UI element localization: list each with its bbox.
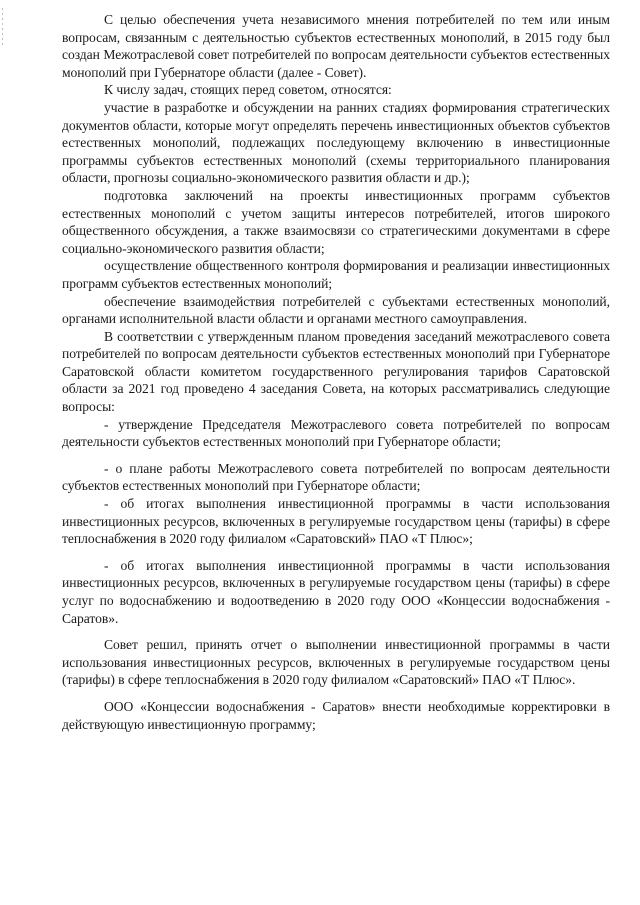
agenda-item-heat-supply: - об итогах выполнения инвестиционной программы в части использования инвестиционных ресурсов, включенных в регулируемые государством цены (тарифы) в сфере теплоснабжения в 2020 году филиалом «Саратовский» ПАО «Т Плюс»;: [62, 496, 610, 547]
decision-water-paragraph: ООО «Концессии водоснабжения - Саратов» внести необходимые корректировки в действующую инвестиционную программу;: [62, 698, 610, 732]
tasks-heading-paragraph: К числу задач, стоящих перед советом, относятся:: [104, 82, 392, 98]
task-paragraph-strategic-documents: участие в разработке и обсуждении на ранних стадиях формирования стратегических документов области, которые могут определять перечень инвестиционных объектов субъектов естественных монополий, подлежащих последующему включению в инвестиционные программы субъектов естественных монополий (схемы территориального планирования области, прогнозы социально-экономического развития области и др.);: [62, 99, 610, 186]
agenda-item-chairman: - утверждение Председателя Межотраслевого совета потребителей по вопросам деятельности субъектов естественных монополий при Губернаторе области;: [62, 416, 610, 450]
task-paragraph-public-control: осуществление общественного контроля формирования и реализации инвестиционных программ субъектов естественных монополий;: [62, 258, 610, 291]
decision-paragraph: Совет решил, принять отчет о выполнении инвестиционной программы в части использования инвестиционных ресурсов, включенных в регулируемые государством цены (тарифы) в сфере теплоснабжения в 2020 году филиалом «Саратовский» ПАО «Т Плюс».: [62, 637, 610, 688]
agenda-item-water-supply: - об итогах выполнения инвестиционной программы в части использования инвестиционных ресурсов, включенных в регулируемые государством цены (тарифы) в сфере услуг по водоснабжению и водоотведению в 2020 году ООО «Концессии водоснабжения - Саратов».: [62, 557, 610, 626]
agenda-item-work-plan: - о плане работы Межотраслевого совета потребителей по вопросам деятельности субъектов естественных монополий при Губернаторе области;: [62, 460, 610, 494]
task-paragraph-interaction: обеспечение взаимодействия потребителей с субъектами естественных монополий, органами исполнительной власти области и органами местного самоуправления.: [62, 293, 610, 327]
intro-paragraph: С целью обеспечения учета независимого мнения потребителей по тем или иным вопросам, связанным с деятельностью субъектов естественных монополий, в 2015 году был создан Межотраслевой совет потребителей по вопросам деятельности субъектов естественных монополий при Губернаторе области (далее - Совет).: [62, 12, 610, 80]
scan-edge-mark: [2, 8, 3, 46]
meetings-paragraph: В соответствии с утвержденным планом проведения заседаний межотраслевого совета потребителей по вопросам деятельности субъектов естественных монополий при Губернаторе Саратовской области комитетом государственного регулирования тарифов Саратовской области за 2021 год проведено 4 заседания Совета, на которых рассматривались следующие вопросы:: [62, 328, 610, 415]
task-paragraph-conclusions: подготовка заключений на проекты инвестиционных программ субъектов естественных монополий с учетом защиты интересов потребителей, итогов широкого общественного обсуждения, а также взаимосвязи со стратегическими документами в сфере социально-экономического развития области;: [62, 187, 610, 256]
